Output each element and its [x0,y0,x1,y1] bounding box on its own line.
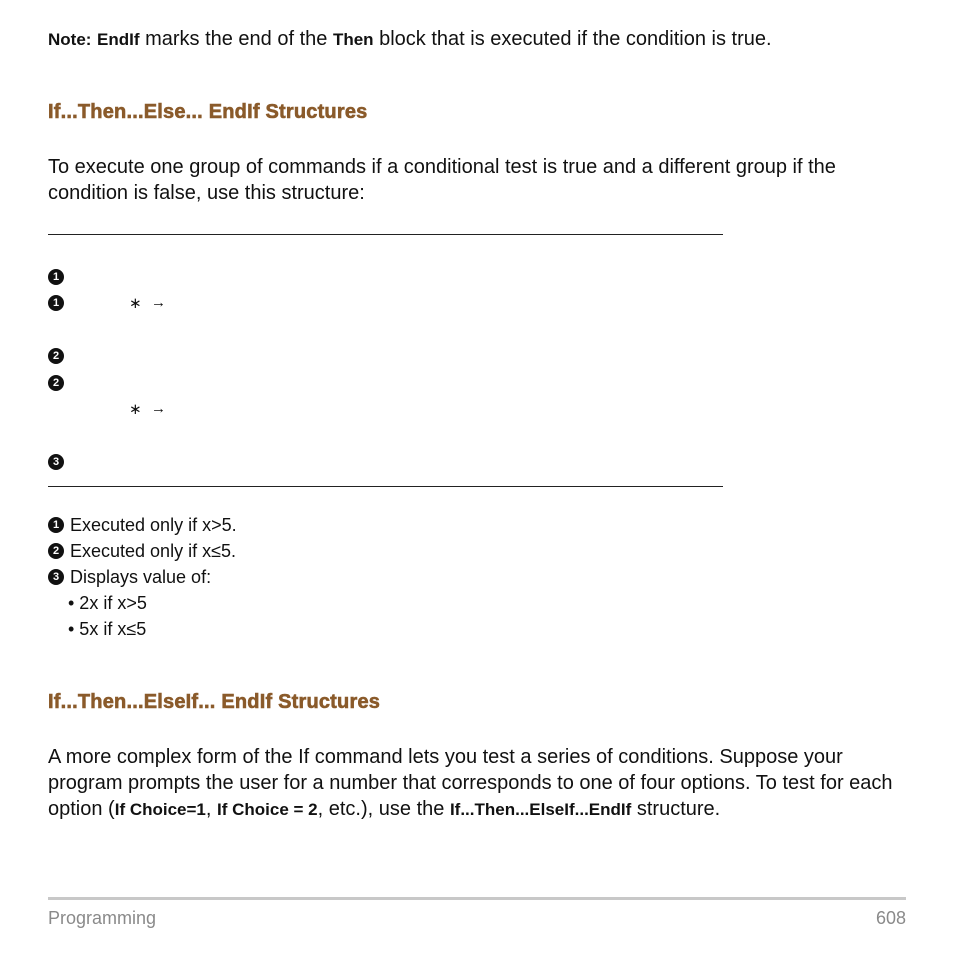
multiply-symbol: ∗ [129,295,142,312]
example-bottom-rule [48,486,723,487]
para-sep: , [205,798,218,820]
marker-2: 2 [48,375,64,391]
section-heading-if-then-else: If...Then...Else... EndIf Structures [48,101,368,123]
code-elseif-structure: If...Then...ElseIf...EndIf [449,800,632,819]
note-text-1: marks the end of the [139,28,333,50]
para-text: structure. [631,798,721,820]
marker-1: 1 [48,517,64,533]
marker-3: 3 [48,454,64,470]
footer-section-title: Programming [48,908,157,928]
note-keyword-endif: EndIf [97,30,140,49]
code-if-choice-2: If Choice = 2 [217,800,318,819]
example-top-rule [48,234,723,235]
store-arrow-icon: → [151,400,166,417]
note-line [48,26,772,53]
note-label: Note: [48,30,92,49]
note-text-2: block that is executed if the condition is true. [373,28,772,50]
marker-1: 1 [48,295,64,311]
list-item [48,564,237,590]
legend-text: Executed only if x>5. [70,515,237,535]
code-if-choice-1: If Choice=1 [114,800,206,819]
marker-1: 1 [48,269,64,285]
multiply-symbol: ∗ [129,401,142,418]
bullet-item: • 2x if x>5 [68,593,147,613]
section-heading-if-then-elseif: If...Then...ElseIf... EndIf Structures [48,691,381,713]
list-item [48,512,237,538]
note-keyword-then: Then [332,30,374,49]
legend-list [48,512,237,642]
para-text: A more complex form of the If command lets you test a series of conditions. Suppose your program prompts the user for a number that corresponds to one of four options. To test for each option ( [48,746,893,820]
store-arrow-icon: → [151,294,166,311]
marker-3: 3 [48,569,64,585]
legend-text: Displays value of: [70,567,212,587]
bullet-item: • 5x if x≤5 [68,619,147,639]
section2-paragraph [48,744,908,823]
page-number: 608 [875,908,906,928]
marker-2: 2 [48,543,64,559]
marker-2: 2 [48,348,64,364]
section-intro: To execute one group of commands if a conditional test is true and a different group if the condition is false, use this structure: [48,156,836,204]
list-item [48,538,237,564]
footer-rule [48,897,906,900]
legend-text: Executed only if x≤5. [70,541,236,561]
para-text: , etc.), use the [317,798,450,820]
